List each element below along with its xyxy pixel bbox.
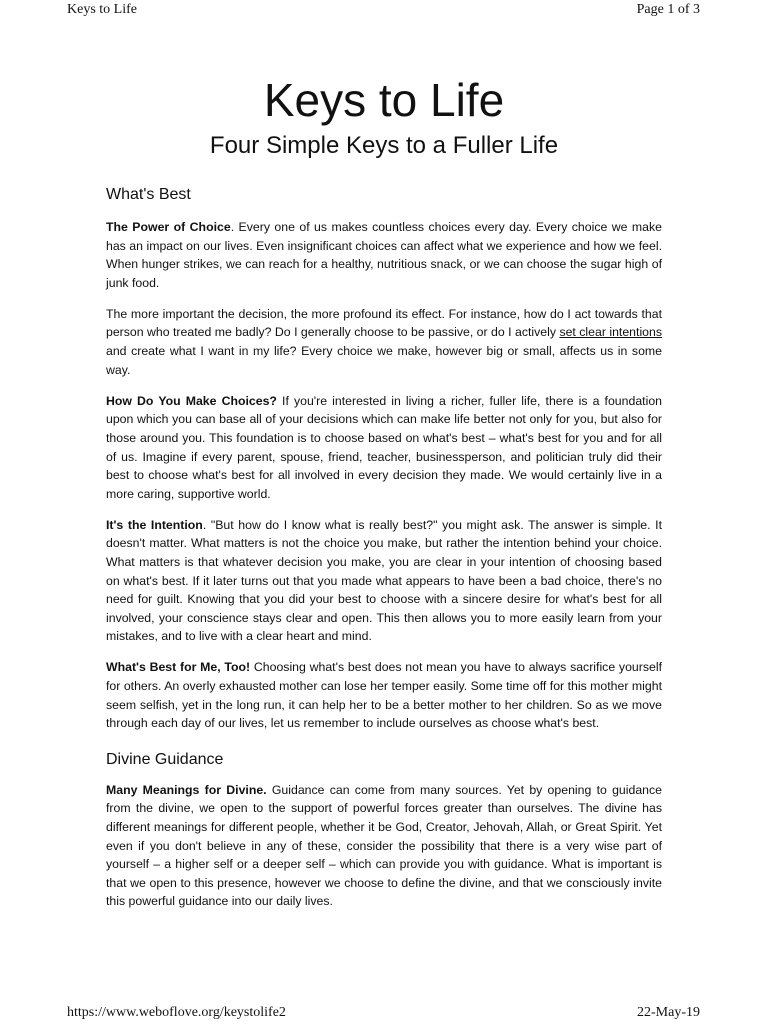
article-body <box>106 184 662 924</box>
paragraph-important-decision <box>106 305 662 379</box>
paragraph-power-of-choice <box>106 218 662 292</box>
paragraph-text: Guidance can come from many sources. Yet by opening to guidance from the divine, we open to the support of powerful forces greater than ourselves. The divine has different meanings for different people, whether it be God, Creator, Jehovah, Allah, or Great Spirit. Yet even if you don't believe in any of these, consider the possibility that there is a very wise part of yourself – a higher self or a deeper self – which can provide you with guidance. What is important is that we open to this presence, however we choose to define the divine, and that we consciously invite this powerful guidance into our daily lives. <box>106 782 662 909</box>
paragraph-lead: It's the Intention <box>106 517 203 532</box>
paragraph-whats-best-for-me <box>106 658 662 732</box>
paragraph-text: The more important the decision, the more profound its effect. For instance, how do I act towards that person who treated me badly? Do I generally choose to be passive, or do I actively <box>106 306 662 340</box>
header-page-indicator: Page 1 of 3 <box>636 2 700 17</box>
header-doc-title: Keys to Life <box>67 2 137 17</box>
paragraph-lead: How Do You Make Choices? <box>106 393 277 408</box>
page-title: Keys to Life <box>263 74 505 126</box>
paragraph-how-do-you-make-choices <box>106 392 662 504</box>
paragraph-text: . "But how do I know what is really best?" you might ask. The answer is simple. It doesn't matter. What matters is not the choice you make, but rather the intention behind your choice. What matters is that whatever decision you make, you are clear in your intention of choosing based on what's best. If it later turns out that you made what appears to have been a bad choice, there's no need for guilt. Knowing that you did your best to choose with a sincere desire for what's best for all involved, your conscience stays clear and open. This then allows you to more easily learn from your mistakes, and to live with a clear heart and mind. <box>106 517 662 644</box>
footer-url: https://www.weboflove.org/keystolife2 <box>67 1005 286 1020</box>
paragraph-text: Choosing what's best does not mean you have to always sacrifice yourself for others. An overly exhausted mother can lose her temper easily. Some time off for this mother might seem selfish, yet in the long run, it can help her to be a better mother to her children. So as we move through each day of our lives, let us remember to include ourselves as choose what's best. <box>106 660 662 731</box>
paragraph-text: and create what I want in my life? Every choice we make, however big or small, affects us in some way. <box>106 344 662 377</box>
paragraph-text: . Every one of us makes countless choices every day. Every choice we make has an impact on our lives. Even insignificant choices can affect what we experience and how we feel. When hunger strikes, we can reach for a healthy, nutritious snack, or we can choose the sugar high of junk food. <box>106 220 662 290</box>
set-clear-intentions-link[interactable]: set clear intentions <box>559 325 662 340</box>
section-heading-divine-guidance: Divine Guidance <box>106 750 224 768</box>
section-heading-whats-best: What's Best <box>106 186 191 203</box>
paragraph-its-the-intention <box>106 516 662 646</box>
paragraph-lead: What's Best for Me, Too! <box>106 660 251 675</box>
paragraph-lead: The Power of Choice <box>106 220 231 234</box>
paragraph-lead: Many Meanings for Divine. <box>106 782 267 797</box>
paragraph-many-meanings-for-divine <box>106 781 662 911</box>
page-subtitle: Four Simple Keys to a Fuller Life <box>209 132 559 159</box>
footer-date: 22-May-19 <box>637 1005 700 1020</box>
paragraph-text: If you're interested in living a richer, fuller life, there is a foundation upon which you can base all of your decisions which can make life better not only for you, but also for those around you. This foundation is to choose based on what's best – what's best for you and for all of us. Imagine if every parent, spouse, friend, teacher, businessperson, and politician truly did their best to choose what's best for all involved in every decision they made. We would certainly live in a more caring, supportive world. <box>106 393 662 501</box>
